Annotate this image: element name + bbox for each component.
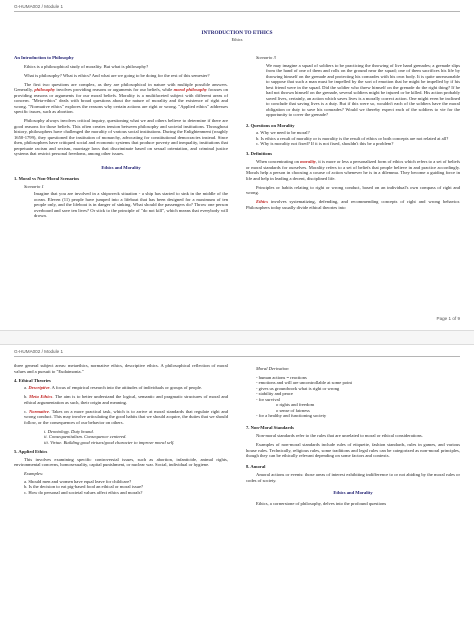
paragraph — [246, 159, 460, 181]
paragraph: Examples of non-moral standards include rules of etiquette, fashion standards, rules in games, and various house rules. Technically, religious rules, some traditions and legal rules can be categorized as non-moral principles, though they can be ethically relevant depending on some factors and contexts. — [246, 442, 460, 458]
right-column — [246, 363, 460, 510]
numbered-heading: 5. Applied Ethics — [14, 449, 48, 454]
page-number: Page 1 of 9 — [436, 316, 460, 321]
numbered-heading: 2. Questions on Morality — [246, 122, 295, 128]
paragraph: three general subject areas: metaethics, normative ethics, descriptive ethics. A philosophical reflection of moral values and a pursuit to "Eudaimonia." — [14, 363, 228, 374]
left-column — [14, 363, 228, 495]
sub-item: ii. Consequentialism. Consequence centered. — [44, 434, 127, 439]
list-marker: a. — [24, 385, 28, 390]
sub-list-item: o sense of fairness — [276, 407, 310, 413]
question-item: b. Is ethics a result of morality or is morality is the result of ethics or both concepts are not related at all? — [256, 135, 449, 141]
scenario-label: Scenario 1 — [24, 183, 44, 189]
paragraph: Principles or habits relating to right or wrong conduct, based on an individual's own compass of right and wrong. — [246, 184, 460, 195]
highlight-term: Ethics — [256, 199, 268, 204]
text: focuses on providing reasons or arguments for our moral beliefs. Morality is a multifaceted subject with different areas of concern. "Meta-ethics" deals with broad questions about the nature of morality and the existence of right and wrong. "Normative ethics" explores the reasons why certain actions are right or wrong. "Applied ethics" addresses specific issues, such as abortion. — [14, 87, 229, 114]
page-separator — [0, 330, 474, 345]
theory-item — [14, 394, 228, 405]
text: involves providing reasons or arguments for our beliefs, while — [56, 87, 173, 92]
left-column — [14, 52, 228, 222]
theory-term: Descriptive — [28, 385, 50, 390]
text: When concentrating on — [256, 159, 299, 164]
numbered-heading: 3. Definitions — [246, 150, 273, 156]
sub-list-item: o rights and freedom — [276, 402, 315, 407]
example-item: a. Should men and women have equal leave for childcare? — [24, 478, 132, 484]
header-rule — [14, 11, 460, 12]
right-column — [246, 52, 460, 214]
paragraph: Philosophy always involves critical inquiry, questioning what we and others believe to determine if there are good reasons for those beliefs. This often creates tension between philosophy and societal institutions. Throughout history, philosophers have challenged the morality of various social institutions. During the Enlightenment (roughly 1650-1799), they questioned the institution of monarchy, advocating for constitutional democracies instead. Since then, philosophers have critiqued social and economic systems that produce poverty and inequality, institutions that perpetuate racism and sexism, marriage laws that discriminate based on sexual orientation, and criminal justice systems that restrict personal freedoms, among other issues. — [14, 118, 228, 156]
text: involves systematizing, defending, and recommending concepts of right and wrong behavior. Philosophers today usually divide ethical theories into — [246, 199, 460, 210]
paragraph: Amoral actions or events: those areas of interest exhibiting indifference to or not abiding by the moral rules or codes of society. — [246, 472, 460, 483]
paragraph: Ethics is a philosophical study of morality. But what is philosophy? — [24, 63, 149, 69]
highlight-term: moral philosophy — [173, 87, 207, 92]
section-heading: Ethics and Morality — [101, 164, 141, 170]
list-item: - for a healthy and functioning society — [256, 413, 327, 418]
list-item: - stability and peace — [256, 391, 293, 396]
example-item: b. Is the decision to eat pig-based food an ethical or moral issue? — [24, 484, 144, 489]
header-rule — [14, 356, 460, 357]
bullet-paragraph: We may imagine a squad of soldiers to be practicing the throwing of live hand grenades; a grenade slips from the hand of one of them and rolls on the ground near the squad; one of them sacrifices his life by throwing himself on the grenade and protecting his comrades with his own body. It is quite unreasonable to suppose that such a man must be impelled by the sort of emotion that he might be impelled by if his best friend were in the squad. Did the soldier who threw himself on the grenade do the right thing? If he had not thrown himself on the grenade, several soldiers might be injured or be killed. His action probably saved lives, certainly, an action which saves lives is a morally correct action. One might even be inclined to conclude that saving lives is a duty. But if this were so, wouldn't each of the soldiers have the moral obligation or duty to save his comrades? Would we thereby expect each of the soldiers to vie for the opportunity to cover the grenade? — [266, 62, 460, 117]
paragraph: Non-moral standards refer to the rules that are unrelated to moral or ethical considerations. — [256, 433, 423, 438]
bullet-paragraph: Imagine that you are involved in a shipwreck situation - a ship has started to sink in the middle of the ocean. Eleven (11) people have jumped into a lifeboat that has been designed for a maximum of ten people only, and the lifeboat is in danger of sinking. What should the passengers do? Throw one person overboard and save ten lives? Or stick to the principle of "do not kill", which means that everybody will drown. — [34, 191, 228, 218]
section-heading: An Introduction to Philosophy — [14, 55, 74, 60]
question-item: a. Why we need to be moral? — [256, 130, 310, 135]
highlight-term: morality — [300, 159, 316, 164]
module-header: G-HUMA002 / Module 1 — [14, 4, 64, 9]
sub-item: iii. Virtue. Building good virtues/good character to improve moral self. — [44, 439, 175, 445]
section-heading: Ethics and Morality — [333, 490, 373, 495]
list-item: - human actions = reactions — [256, 374, 307, 380]
paragraph: What is philosophy? What is ethics? And what are we going to be doing for the rest of this semester? — [24, 72, 210, 78]
list-marker: c. — [24, 408, 28, 414]
page-2 — [0, 345, 474, 632]
examples-label: Examples: — [24, 471, 44, 476]
document-subtitle: Ethics — [231, 37, 243, 42]
question-item: c. Why is morality not fixed? If it is not fixed, shouldn't this be a problem? — [256, 141, 394, 146]
list-item: - gives us groundwork what is right or wrong — [256, 385, 340, 391]
document-title: INTRODUCTION TO ETHICS — [201, 30, 273, 36]
theory-item — [14, 409, 228, 426]
sub-item: i. Deontology. Duty bound. — [44, 428, 94, 434]
numbered-heading: 4. Ethical Theories — [14, 377, 51, 383]
subheading: Moral Derivation — [256, 366, 289, 371]
scenario-label: Scenario 3 — [256, 55, 276, 60]
theory-term: Meta Ethics — [29, 394, 53, 399]
theory-term: Normative — [28, 408, 49, 414]
list-marker: b. — [24, 394, 28, 399]
text: . The aim is to better understand the logical, semantic and pragmatic structures of moral and ethical argumentation as such, their origin and meaning. — [24, 394, 229, 405]
list-item: - for survival — [256, 396, 280, 402]
highlight-term: philosophy — [34, 87, 56, 92]
numbered-heading: 8. Amoral — [246, 463, 266, 469]
paragraph: This involves examining specific controversial issues, such as abortion, infanticide, animal rights, environmental concerns, homosexuality, capital punishment, or nuclear war. Social, individual or hygiene. — [14, 456, 228, 467]
paragraph: Ethics, a cornerstone of philosophy, delves into the profound questions — [256, 500, 387, 506]
numbered-heading: 7. Non-Moral Standards — [246, 424, 294, 430]
text: The first two questions are complex, as they are philosophical in nature with multiple possible answers. Generally, — [14, 81, 228, 92]
text: , it is more or less a personalized form of ethics which refers to a set of beliefs or moral standards for ourselves. Morality refers to a set of beliefs that people believe in and practice accordingly. Morals help a person in choosing a course of action whenever he is in a dilemma. They become a guiding force in life and help in leading a decent, disciplined life. — [246, 159, 461, 181]
paragraph — [14, 82, 228, 115]
example-item: c. How do personal and societal values affect ethics and morals? — [24, 489, 143, 495]
list-item: - emotions and will are uncontrollable at some point — [256, 380, 352, 385]
module-header: G-HUMA002 / Module 1 — [14, 349, 64, 354]
theory-item — [14, 385, 228, 391]
text: . Takes on a more practical task, which is to arrive at moral standards that regulate right and wrong conduct. This may involve articulating the good habits that we should acquire, the duties that we should follow, or the consequences of our behavior on others. — [24, 408, 228, 425]
text: . A focus of empirical research into the attitudes of individuals or groups of people. — [49, 385, 203, 390]
paragraph — [246, 199, 460, 210]
numbered-heading: 1. Moral vs Non-Moral Scenarios — [14, 176, 80, 181]
